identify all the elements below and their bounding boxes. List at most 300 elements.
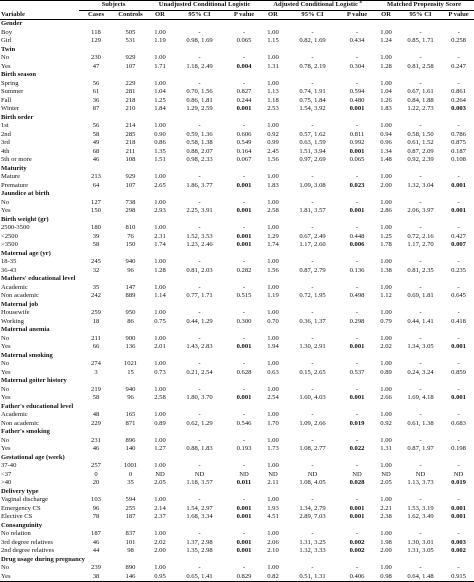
table-cell: 219 [91,385,101,393]
table-cell: 929 [125,54,136,61]
table-cell: 1.00 [154,198,166,206]
table-cell: 0.98 [374,573,398,582]
table-cell: 2.02 [154,538,166,546]
table-cell: 1.19 [154,37,166,44]
table-cell: 0.67, 1.61 [407,88,434,95]
table-cell: 0.88, 1.83 [186,445,213,452]
p-value-cell: 0.001 [451,504,466,512]
table-cell: 257 [91,462,101,469]
table-row [0,122,474,131]
table-cell: 76 [127,232,134,240]
table-cell: - [198,309,201,316]
table-cell: 1.25 [380,232,392,240]
table-cell: 0.36, 1.37 [299,317,326,325]
table-cell: 1.70 [267,419,279,427]
p-value-cell: - [355,411,359,418]
table-cell: - [198,122,201,129]
table-cell: - [311,122,314,129]
table-cell: - [419,309,422,316]
table-cell: 0.61, 1.38 [407,419,434,427]
table-cell: 0.82, 1.69 [299,37,326,44]
table-cell: - [198,283,201,291]
propensity-group-header: Matched Propensity Score [374,1,474,11]
table-cell: - [198,462,201,469]
table-cell: - [198,258,201,265]
p-value-cell: 0.007 [451,241,466,248]
table-cell: - [198,28,201,36]
p-value-cell: - [242,496,246,503]
table-cell: 1.98 [380,538,392,546]
adjusted-group-title: Adjusted Conditional Logistic [273,1,358,8]
table-cell: 2.02 [380,343,392,350]
row-label: Premature [1,181,29,189]
p-value-cell: 0.001 [236,513,252,520]
section-row [0,216,474,225]
table-cell: 118 [91,28,101,36]
table-cell: ND [155,470,165,478]
table-cell: - [311,54,314,61]
table-cell: 0.87, 2.79 [299,266,326,274]
p-value-cell: - [242,122,246,129]
table-cell: 0.21, 2.54 [186,368,213,376]
table-cell: 66 [92,343,100,350]
p-value-cell: 0.549 [236,139,252,146]
row-label: Non academic [1,292,39,299]
table-cell: 4.51 [267,513,279,520]
table-cell: 1.00 [380,122,392,129]
row-label: 1st [1,122,9,129]
table-cell: - [419,224,422,231]
p-value-cell: - [242,283,246,291]
table-cell: 1.00 [154,564,166,571]
table-cell: - [311,79,314,87]
p-value-cell: - [457,122,460,129]
subjects-group-header: Subjects [79,1,148,11]
table-cell: 46 [92,445,100,452]
table-cell: 1.37, 2.98 [186,538,213,546]
table-cell: 1.00 [380,54,392,61]
table-cell: 1.04 [154,88,166,95]
p-value-cell: 0.001 [349,147,365,155]
table-cell: - [419,462,422,469]
table-cell: 0.24, 3.24 [407,368,434,376]
p-value-cell: 0.198 [451,445,466,452]
p-value-cell: - [457,79,460,87]
section-title: Mathers' educational level [1,275,76,282]
table-cell: 1.27 [154,445,166,452]
table-cell: 0.97, 2.69 [299,156,326,163]
p-value-cell: - [242,564,246,571]
table-cell: 0.58, 1.50 [407,130,434,138]
table-cell: - [311,385,314,393]
table-cell: 0.82 [261,573,285,582]
table-cell: 150 [125,241,136,248]
p-value-cell: - [355,385,359,393]
table-cell: - [419,28,422,36]
table-cell: 929 [125,173,136,180]
section-row [0,250,474,259]
table-cell: 1.17, 2.70 [407,241,434,248]
adjusted-group-header [261,1,374,11]
section-title: Maternal age (yr) [1,249,51,257]
table-cell: 0.81, 2.58 [407,62,434,70]
p-value-cell: 0.594 [349,88,365,95]
section-row [0,488,474,497]
row-label: No [1,436,10,444]
section-row [0,46,474,55]
table-cell: ND [415,470,426,478]
table-row [0,105,474,114]
table-cell: 0 [94,470,98,478]
table-cell: 0.63, 1.59 [299,139,326,146]
p-value-cell: - [355,79,359,87]
table-cell: 44 [92,547,100,554]
table-cell: 1021 [123,360,138,367]
section-title: Drug usage during pregnancy [1,555,85,563]
table-cell: 1.00 [380,530,392,537]
table-cell: 1.00 [380,224,392,231]
table-cell: 0.87, 1.97 [407,445,434,452]
table-cell: 1.13, 3.73 [407,479,434,486]
table-cell: 1.00 [267,385,279,393]
table-cell: 2.45 [267,147,279,155]
p-value-cell: - [457,224,460,231]
table-row [0,258,474,267]
p-value-cell: 0.537 [349,368,365,376]
table-cell: - [198,334,201,342]
table-cell: 1.00 [267,564,279,571]
p-value-cell: - [457,334,460,342]
table-cell: 61 [92,88,100,95]
group-header-row [0,1,474,11]
p-value-cell: 0.006 [349,241,365,248]
p-value-cell: - [457,411,460,418]
row-label: Housewife [1,309,30,316]
row-label: Academic [1,283,28,291]
table-cell: 1.78 [380,241,392,248]
table-cell: 0.74, 1.91 [299,88,326,95]
table-cell: 1.32, 3.33 [299,547,326,554]
table-cell: 1.17, 2.60 [299,241,326,248]
row-label: 37-40 [1,462,17,469]
unadjusted-ci-header: 95% CI [172,10,227,20]
table-cell: 896 [125,436,136,444]
row-label: Winter [1,105,20,112]
table-cell: 1.12 [380,292,392,299]
table-row [0,29,474,38]
p-value-cell: 0.300 [236,317,252,325]
table-cell: 1.14 [154,292,166,299]
table-cell: 2.00 [380,547,392,554]
table-cell: 0.44, 1.41 [407,317,434,325]
table-cell: 2.10 [267,547,279,554]
table-cell: 2.54 [267,394,279,401]
row-label: Yes [1,343,11,350]
p-value-cell: - [457,530,460,537]
table-row [0,97,474,106]
table-cell: 1.51, 3.94 [299,147,326,155]
table-cell: 187 [91,530,101,537]
p-value-cell: - [242,28,246,36]
row-label: 18-35 [1,258,17,265]
table-row [0,309,474,318]
p-value-cell: 0.915 [443,573,474,582]
p-value-cell: - [457,28,460,36]
table-cell: 218 [125,96,136,104]
p-value-cell: 0.829 [227,573,261,582]
table-cell: - [311,360,314,367]
section-title: Delivery type [1,487,39,495]
table-cell: 1.00 [154,360,166,367]
table-cell: 165 [125,411,136,418]
table-row [0,148,474,157]
row-label: Yes [1,368,11,376]
table-cell: 1.00 [267,224,279,231]
row-label: Yes [0,573,79,582]
table-cell: 229 [91,419,101,427]
p-value-cell: 0.434 [349,37,365,44]
section-row [0,326,474,335]
table-cell: 49 [92,139,100,146]
table-cell: 129 [91,37,101,44]
p-value-cell: - [457,309,460,316]
table-row [0,131,474,140]
table-cell: ND [381,470,391,478]
p-value-cell: 0.001 [349,394,365,401]
table-cell: 1.00 [267,54,279,61]
p-value-cell: - [355,173,359,180]
row-label: Boy [1,28,12,36]
p-value-cell: 0.304 [349,62,365,70]
cases-header: Cases [79,10,113,20]
table-cell: 96 [127,266,134,274]
table-cell: 1.74 [154,241,166,248]
table-cell: 231 [91,436,101,444]
p-value-cell: 0.019 [349,419,365,427]
p-value-cell: 0.019 [451,479,466,486]
table-cell: 2.31 [154,232,166,240]
table-cell: - [311,309,314,316]
p-value-cell: 0.001 [451,513,466,520]
table-cell: - [311,462,314,469]
section-row [0,522,474,531]
row-label: Girl [1,37,12,44]
p-value-cell: - [355,462,359,469]
table-cell: 0.67, 2.49 [299,232,326,240]
table-cell: 2.65 [154,181,166,189]
section-title: Gestational age (week) [1,453,65,461]
p-value-cell: - [242,385,246,393]
table-cell: 0.90 [154,130,166,138]
p-value-cell: - [242,530,246,537]
table-cell: 1.00 [380,79,392,87]
p-value-cell: 0.282 [236,266,252,274]
table-cell: - [198,411,201,418]
table-cell: 1.84 [154,105,166,112]
table-cell: - [311,28,314,36]
p-value-cell: 0.001 [349,207,365,214]
section-row [0,352,474,361]
table-cell: 1.34 [380,147,392,155]
table-row [0,139,474,148]
table-cell: 940 [125,385,136,393]
table-cell: 2.86 [380,207,392,214]
table-cell: 1.00 [154,79,166,87]
row-label: 36-43 [1,266,17,274]
table-row [0,156,474,165]
p-value-cell: - [355,54,359,61]
table-cell: 150 [91,207,101,214]
table-cell: 1.00 [267,258,279,265]
table-cell: 96 [127,394,134,401]
table-cell: - [419,283,422,291]
table-cell: 1.30, 2.91 [299,343,326,350]
table-cell: 32 [92,266,100,274]
table-cell: 0.69, 1.81 [407,292,434,299]
table-cell: 738 [125,198,136,206]
table-cell: 47 [92,62,100,70]
row-label: Spring [1,79,19,87]
table-cell: 1.00 [267,198,279,206]
table-cell: 1.24 [380,37,392,44]
table-cell: 1.30, 3.01 [407,538,434,546]
table-cell: - [198,198,201,206]
p-value-cell: - [242,462,246,469]
table-cell: 1.69, 4.18 [407,394,434,401]
table-cell: 1.28 [380,62,392,70]
table-cell: 58 [92,394,100,401]
table-cell: 1.31 [267,62,279,70]
p-value-cell: - [355,122,359,129]
p-value-cell: - [355,309,359,316]
table-cell: 940 [125,258,136,265]
p-value-cell: 0.028 [349,479,365,486]
table-cell: 0.84, 1.88 [407,96,434,104]
table-cell: 255 [125,504,136,512]
table-cell: 0.86, 1.81 [186,96,213,104]
table-cell: 0.87, 2.09 [407,147,434,155]
table-cell: 1.00 [380,258,392,265]
table-cell: 1.28 [154,266,166,274]
table-cell: - [311,530,314,537]
p-value-cell: - [242,173,246,180]
table-cell: - [419,334,422,342]
p-value-cell: 0.001 [451,394,466,401]
p-value-cell: 0.418 [451,317,466,325]
p-value-cell: 0.546 [236,419,252,427]
table-cell: 140 [125,445,136,452]
table-cell: - [311,564,314,571]
adjusted-ci-header: 95% CI [285,10,340,20]
row-label: Fall [1,96,12,104]
table-cell: 1.31, 3.05 [407,547,434,554]
table-cell: 0.75 [154,317,166,325]
p-value-cell: 0.001 [349,343,365,350]
table-row [0,343,474,352]
table-cell: 211 [91,334,101,342]
table-cell: 1.00 [380,496,392,503]
row-label: No [1,564,10,571]
table-cell: 0.73 [154,368,166,376]
table-row [0,539,474,548]
p-value-cell: 0.002 [349,538,365,546]
table-cell: 1.00 [380,28,392,36]
unadjusted-or-header: OR [148,10,172,20]
row-label: Yes [1,394,11,401]
table-cell: - [419,385,422,393]
p-value-cell: 0.448 [349,232,365,240]
table-cell: - [419,79,422,87]
table-cell: - [419,198,422,206]
row-label: Working [1,317,24,325]
table-cell: 1.18, 3.57 [186,479,213,486]
p-value-cell: - [355,334,359,342]
table-cell: 1.00 [267,436,279,444]
table-row [0,471,474,480]
p-value-cell: 0.001 [451,207,466,214]
table-cell: 1.00 [380,198,392,206]
table-cell: 1.25 [154,96,166,104]
table-row [0,182,474,191]
p-value-cell: 0.001 [236,241,252,248]
table-cell: 39 [92,232,100,240]
table-cell: 1.31, 3.25 [299,538,326,546]
p-value-cell: - [355,283,359,291]
table-cell: - [419,54,422,61]
row-label: Non academic [1,419,39,427]
p-value-cell: - [457,283,460,291]
section-row [0,301,474,310]
table-row [0,80,474,89]
table-cell: 1.00 [380,283,392,291]
table-row [0,573,474,582]
table-cell: 1.35, 2.98 [186,547,213,554]
section-row [0,275,474,284]
table-cell: 2.05 [154,479,166,486]
table-cell: 2.06, 3.97 [407,207,434,214]
table-cell: 1.80, 3.70 [186,394,213,401]
section-title: Consanguinity [1,521,43,529]
table-row [0,386,474,395]
table-cell: 1.29 [267,232,279,240]
table-cell: 2.00 [380,181,392,189]
table-cell: 1.18, 2.49 [186,62,213,70]
propensity-ci-header: 95% CI [398,10,443,20]
table-row [0,394,474,403]
table-cell: 0.94 [380,130,392,138]
table-cell: 0.64, 1.48 [398,573,443,582]
table-cell: 1.22, 2.73 [407,105,434,112]
table-row [0,479,474,488]
table-cell: 889 [125,292,136,299]
table-cell: - [419,173,422,180]
section-title: Maturity [1,164,27,172]
p-value-cell: 0.001 [236,538,252,546]
table-cell: 0.51, 1.31 [285,573,340,582]
p-value-cell: 0.001 [236,207,252,214]
p-value-cell: 0.136 [349,266,365,274]
table-cell: - [198,54,201,61]
p-value-cell: 0.683 [451,419,466,427]
table-cell: 1.00 [267,28,279,36]
table-cell: 1.00 [380,462,392,469]
table-cell: 2.14 [154,504,166,512]
table-cell: 210 [125,105,136,112]
row-label: Yes [1,445,11,452]
p-value-cell: ND [453,470,464,478]
table-cell: 0.92 [267,130,279,138]
table-cell: 146 [113,573,148,582]
